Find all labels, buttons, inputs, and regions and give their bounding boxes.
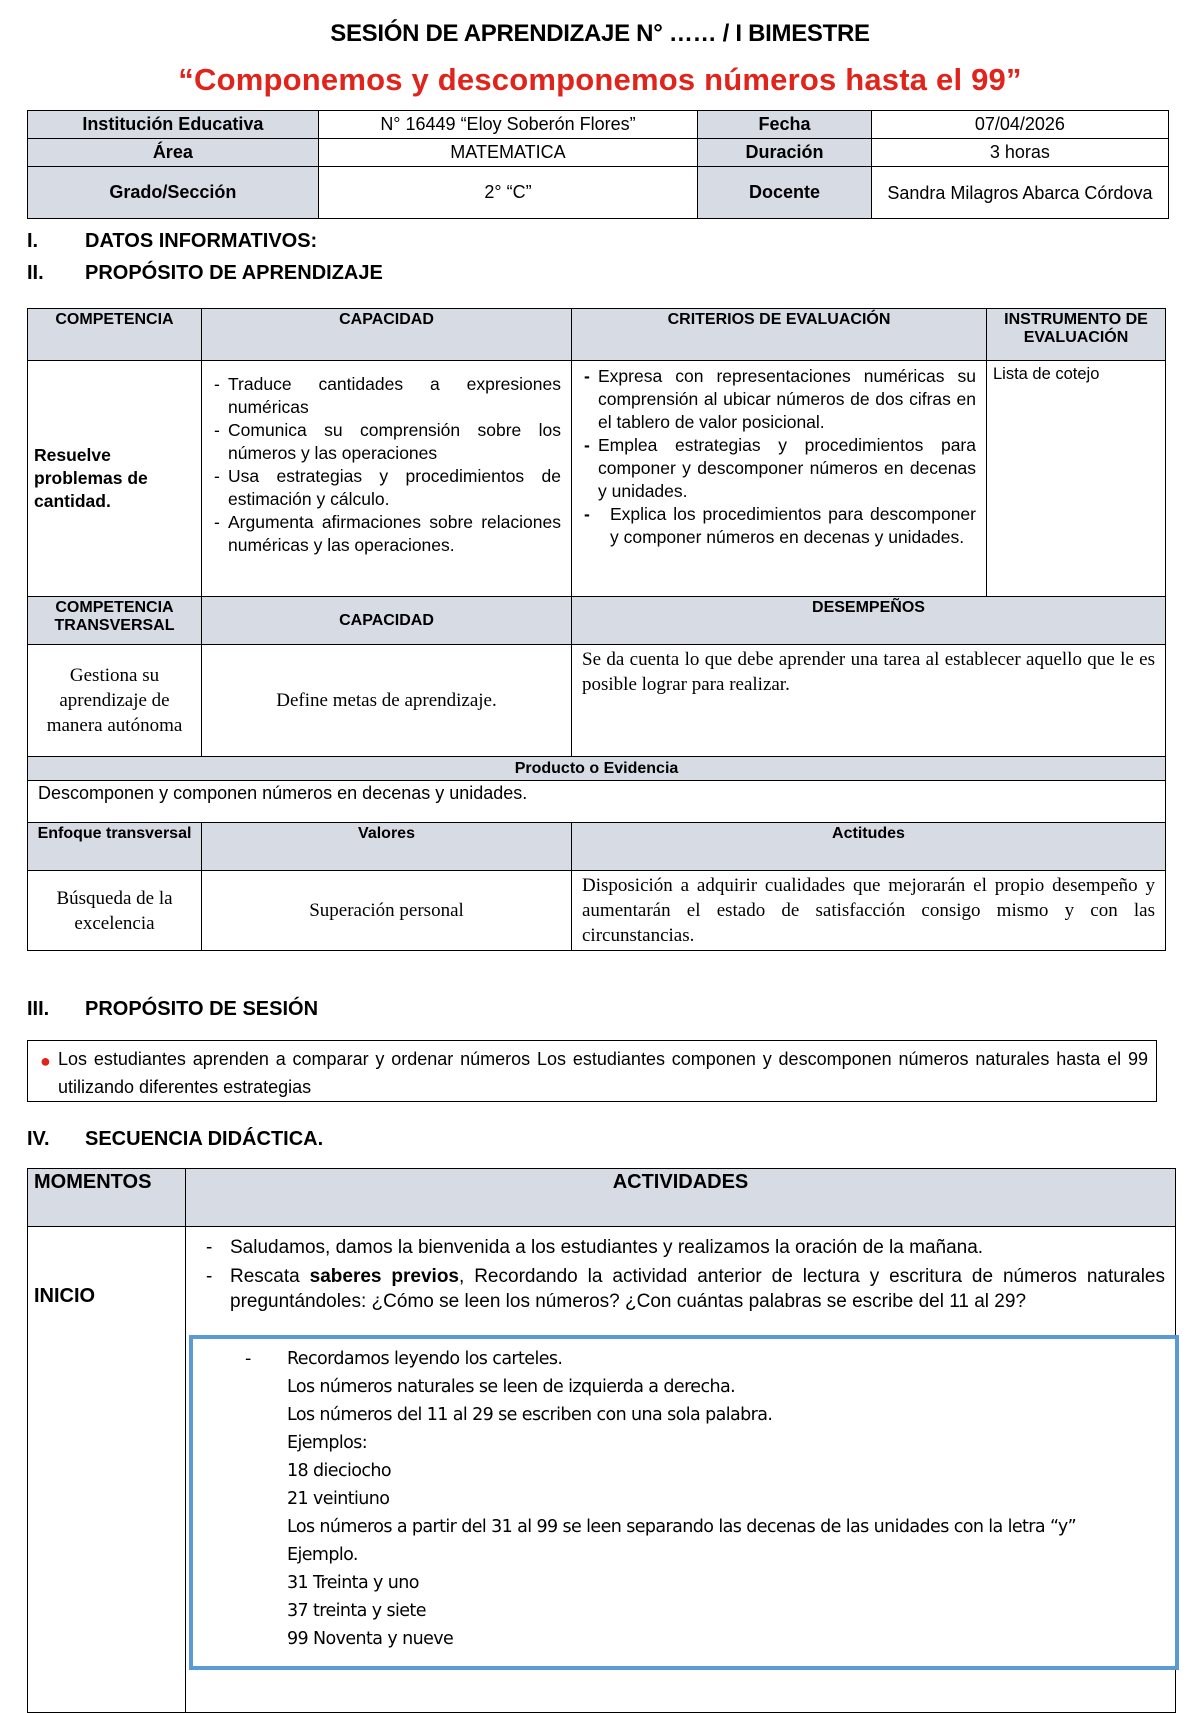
list-item: - Argumenta afirmaciones sobre relaciones numéricas y las operaciones. — [212, 511, 561, 557]
list-item — [194, 1264, 1165, 1314]
instrumento-cell: Lista de cotejo — [987, 361, 1166, 597]
duracion-value: 3 horas — [871, 139, 1168, 167]
area-label: Área — [28, 139, 319, 167]
list-item: - Saludamos, damos la bienvenida a los estudiantes y realizamos la oración de la mañana. — [194, 1235, 1165, 1260]
capacidades-list — [212, 373, 561, 557]
grado-label: Grado/Sección — [28, 167, 319, 219]
momento-inicio: INICIO — [28, 1227, 186, 1713]
act2-pre: Rescata — [230, 1266, 310, 1287]
header-valores: Valores — [202, 823, 572, 871]
valor-cell: Superación personal — [202, 871, 572, 951]
header-enfoque: Enfoque transversal — [28, 823, 202, 871]
institucion-value: N° 16449 “Eloy Soberón Flores” — [318, 111, 698, 139]
session-title: SESIÓN DE APRENDIZAJE N° …… / I BIMESTRE — [330, 20, 870, 47]
docente-label: Docente — [698, 167, 872, 219]
fecha-label: Fecha — [698, 111, 872, 139]
header-actitudes: Actitudes — [572, 823, 1166, 871]
docente-value: Sandra Milagros Abarca Córdova — [871, 167, 1168, 219]
criterios-cell — [572, 361, 987, 597]
list-item: - Usa estrategias y procedimientos de estimación y cálculo. — [212, 465, 561, 511]
recuadro-line: 18 dieciocho — [287, 1461, 391, 1481]
list-item: - Emplea estrategias y procedimientos para componer y descomponer números en decenas y unidades. — [582, 434, 976, 503]
list-item: - Traduce cantidades a expresiones numéricas — [212, 373, 561, 419]
header-instrumento: INSTRUMENTO DE EVALUACIÓN — [987, 309, 1166, 361]
session-subtitle: “Componemos y descomponemos números hasta el 99” — [178, 62, 1022, 97]
actitud-cell: Disposición a adquirir cualidades que mejorarán el propio desempeño y aumentarán el estado de satisfacción consigo mismo y con las circunstancias. — [572, 871, 1166, 951]
area-value: MATEMATICA — [318, 139, 698, 167]
header-competencia: COMPETENCIA — [28, 309, 202, 361]
header-capacidad: CAPACIDAD — [202, 309, 572, 361]
header-competencia-transversal: COMPETENCIA TRANSVERSAL — [28, 597, 202, 645]
capacidades-cell — [202, 361, 572, 597]
proposito-table — [27, 308, 1166, 951]
recuadro-line: Los números del 11 al 29 se escriben con una sola palabra. — [287, 1405, 773, 1425]
transversal-cell: Gestiona su aprendizaje de manera autónoma — [28, 645, 202, 757]
recuadro-line: Los números a partir del 31 al 99 se leen separando las decenas de las unidades con la letra “y” — [287, 1517, 1077, 1537]
act2-post: , Recordando la actividad anterior de lectura y escritura de números naturales preguntándoles: ¿Cómo se leen los números? ¿Con cuántas palabras se escribe del 11 al 29? — [230, 1266, 1165, 1312]
proposito-sesion-text: Los estudiantes aprenden a comparar y ordenar números Los estudiantes componen y descomponen números naturales hasta el 99 utilizando diferentes estrategias — [58, 1049, 1148, 1097]
enfoque-cell: Búsqueda de la excelencia — [28, 871, 202, 951]
recuadro-carteles — [189, 1335, 1179, 1670]
recuadro-line: - Recordamos leyendo los carteles. — [213, 1345, 1165, 1373]
producto-cell: Descomponen y componen números en decenas y unidades. — [28, 781, 1166, 823]
header-producto: Producto o Evidencia — [28, 757, 1166, 781]
desempeno-cell: Se da cuenta lo que debe aprender una tarea al establecer aquello que le es posible lograr para realizar. — [572, 645, 1166, 757]
list-item: - Comunica su comprensión sobre los números y las operaciones — [212, 419, 561, 465]
section-secuencia-didactica: IV. SECUENCIA DIDÁCTICA. — [27, 1128, 324, 1150]
recuadro-line: Ejemplo. — [287, 1545, 358, 1565]
list-item: - Expresa con representaciones numéricas su comprensión al ubicar números de dos cifras en el tablero de valor posicional. — [582, 365, 976, 434]
grado-value: 2° “C” — [318, 167, 698, 219]
competencia-cell: Resuelve problemas de cantidad. — [28, 361, 202, 597]
info-table — [27, 110, 1169, 219]
recuadro-line: 21 veintiuno — [287, 1489, 390, 1509]
recuadro-line: 31 Treinta y uno — [287, 1573, 419, 1593]
section-proposito-sesion: III. PROPÓSITO DE SESIÓN — [27, 998, 319, 1020]
recuadro-line: Los números naturales se leen de izquierda a derecha. — [287, 1377, 736, 1397]
header-capacidad-2: CAPACIDAD — [202, 597, 572, 645]
proposito-sesion-box — [27, 1040, 1157, 1102]
inicio-activities-list — [194, 1235, 1165, 1314]
bullet-icon: ● — [40, 1051, 51, 1071]
header-actividades: ACTIVIDADES — [186, 1169, 1176, 1227]
section-proposito-aprendizaje: II. PROPÓSITO DE APRENDIZAJE — [27, 262, 383, 284]
header-criterios: CRITERIOS DE EVALUACIÓN — [572, 309, 987, 361]
institucion-label: Institución Educativa — [28, 111, 319, 139]
section-datos-informativos: I. DATOS INFORMATIVOS: — [27, 230, 318, 252]
recuadro-line: Ejemplos: — [287, 1433, 368, 1453]
recuadro-line: 37 treinta y siete — [287, 1601, 426, 1621]
header-desempenos: DESEMPEÑOS — [572, 597, 1166, 645]
criterios-list — [582, 365, 976, 549]
header-momentos: MOMENTOS — [28, 1169, 186, 1227]
fecha-value: 07/04/2026 — [871, 111, 1168, 139]
saberes-previos-text: saberes previos — [309, 1266, 459, 1287]
recuadro-line: 99 Noventa y nueve — [287, 1629, 454, 1649]
duracion-label: Duración — [698, 139, 872, 167]
capacidad2-cell: Define metas de aprendizaje. — [202, 645, 572, 757]
list-item: - Explica los procedimientos para descomponer y componer números en decenas y unidades. — [582, 503, 976, 549]
